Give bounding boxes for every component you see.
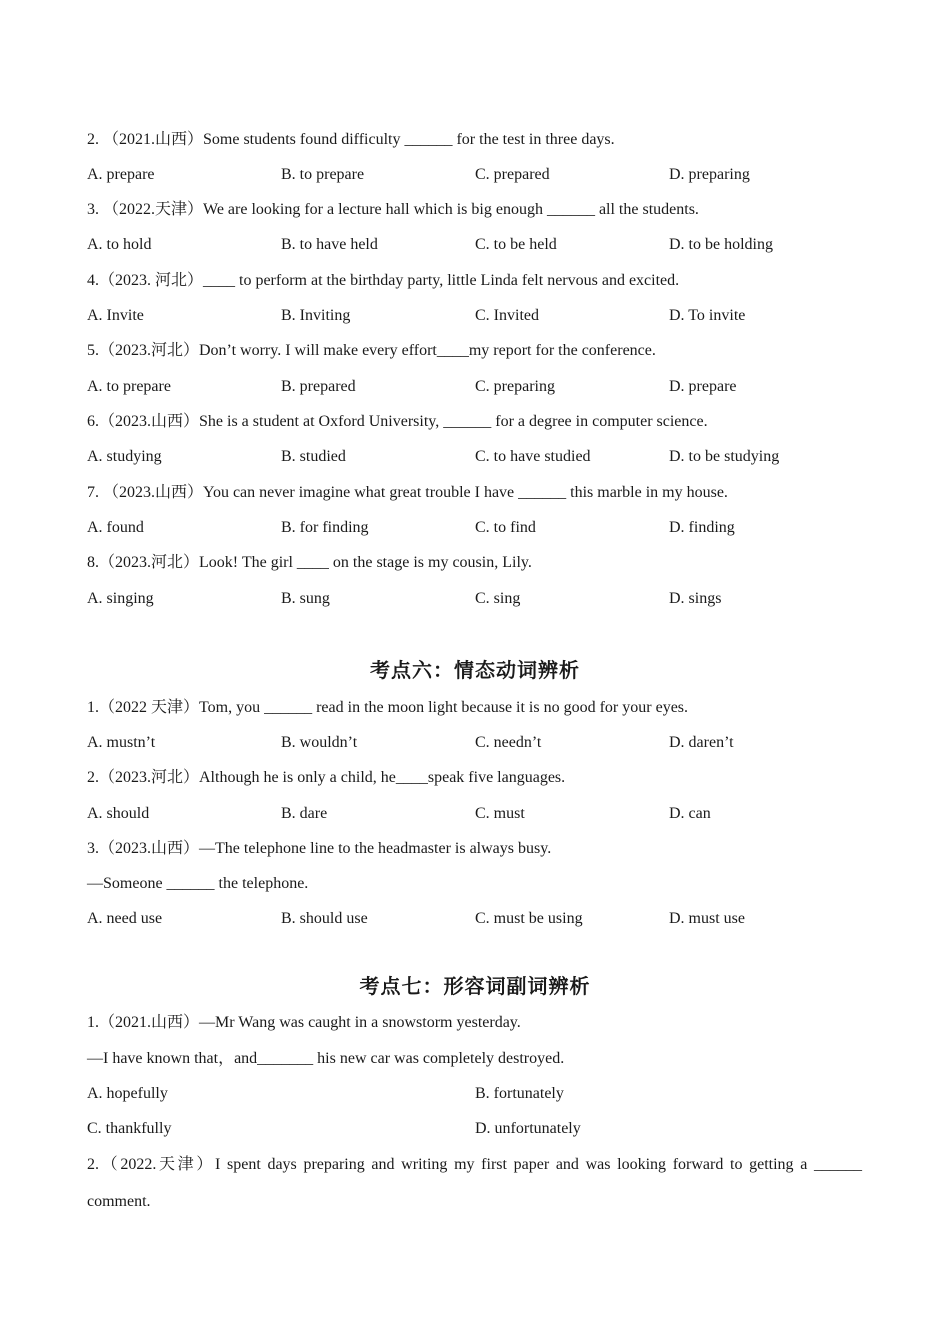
question-stem-continued: comment. <box>87 1193 151 1210</box>
option-a: A. to hold <box>87 236 152 253</box>
option-c: C. thankfully <box>87 1120 172 1137</box>
option-b: B. studied <box>281 448 346 465</box>
question-stem-reply: —I have known that，and_______ his new car was completely destroyed. <box>87 1050 565 1067</box>
option-b: B. wouldn’t <box>281 734 358 751</box>
question-stem: 3.（2023.山西）—The telephone line to the headmaster is always busy. <box>87 840 552 857</box>
option-a: A. prepare <box>87 166 155 183</box>
option-d: D. To invite <box>669 307 746 324</box>
question-stem: 6.（2023.山西）She is a student at Oxford University, ______ for a degree in computer science. <box>87 413 708 430</box>
question-stem: 8.（2023.河北）Look! The girl ____ on the stage is my cousin, Lily. <box>87 554 532 571</box>
question-stem: 3. （2022.天津）We are looking for a lecture hall which is big enough ______ all the students. <box>87 201 699 218</box>
option-c: C. to have studied <box>475 448 591 465</box>
option-a: A. mustn’t <box>87 734 156 751</box>
option-c: C. sing <box>475 590 521 607</box>
option-c: C. must <box>475 805 525 822</box>
option-b: B. should use <box>281 910 368 927</box>
option-d: D. to be holding <box>669 236 773 253</box>
option-d: D. unfortunately <box>475 1120 581 1137</box>
option-d: D. sings <box>669 590 722 607</box>
option-b: B. for finding <box>281 519 369 536</box>
option-a: A. hopefully <box>87 1085 168 1102</box>
question-stem-reply: —Someone ______ the telephone. <box>87 875 309 892</box>
option-a: A. studying <box>87 448 162 465</box>
option-c: C. Invited <box>475 307 539 324</box>
option-c: C. must be using <box>475 910 583 927</box>
section-heading: 考点六：情态动词辨析 <box>370 658 580 682</box>
section-heading: 考点七：形容词副词辨析 <box>359 974 591 998</box>
option-b: B. to prepare <box>281 166 365 183</box>
question-stem: 4.（2023. 河北）____ to perform at the birthday party, little Linda felt nervous and excited. <box>87 272 680 289</box>
question-stem: 2.（2023.河北）Although he is only a child, he____speak five languages. <box>87 769 566 786</box>
option-b: B. fortunately <box>475 1085 564 1102</box>
option-c: C. needn’t <box>475 734 542 751</box>
option-d: D. must use <box>669 910 745 927</box>
option-a: A. singing <box>87 590 154 607</box>
option-d: D. preparing <box>669 166 750 183</box>
option-d: D. to be studying <box>669 448 780 465</box>
option-d: D. can <box>669 805 711 822</box>
option-b: B. sung <box>281 590 330 607</box>
option-d: D. finding <box>669 519 735 536</box>
question-stem: 5.（2023.河北）Don’t worry. I will make every effort____my report for the conference. <box>87 342 656 359</box>
question-stem: 1.（2021.山西）—Mr Wang was caught in a snowstorm yesterday. <box>87 1014 521 1031</box>
option-b: B. dare <box>281 805 328 822</box>
question-stem: 2.（2022.天津）I spent days preparing and writing my first paper and was looking forward to getting a ______ <box>87 1156 862 1173</box>
option-d: D. daren’t <box>669 734 734 751</box>
option-c: C. to be held <box>475 236 557 253</box>
option-b: B. to have held <box>281 236 378 253</box>
option-a: A. to prepare <box>87 378 171 395</box>
option-c: C. to find <box>475 519 536 536</box>
option-b: B. Inviting <box>281 307 351 324</box>
option-d: D. prepare <box>669 378 737 395</box>
option-b: B. prepared <box>281 378 356 395</box>
question-stem: 7. （2023.山西）You can never imagine what great trouble I have ______ this marble in my house. <box>87 484 728 501</box>
option-a: A. found <box>87 519 144 536</box>
question-stem: 2. （2021.山西）Some students found difficulty ______ for the test in three days. <box>87 131 615 148</box>
option-c: C. preparing <box>475 378 555 395</box>
option-a: A. need use <box>87 910 163 927</box>
option-c: C. prepared <box>475 166 550 183</box>
option-a: A. Invite <box>87 307 144 324</box>
question-stem: 1.（2022 天津）Tom, you ______ read in the moon light because it is no good for your eyes. <box>87 699 689 716</box>
option-a: A. should <box>87 805 150 822</box>
